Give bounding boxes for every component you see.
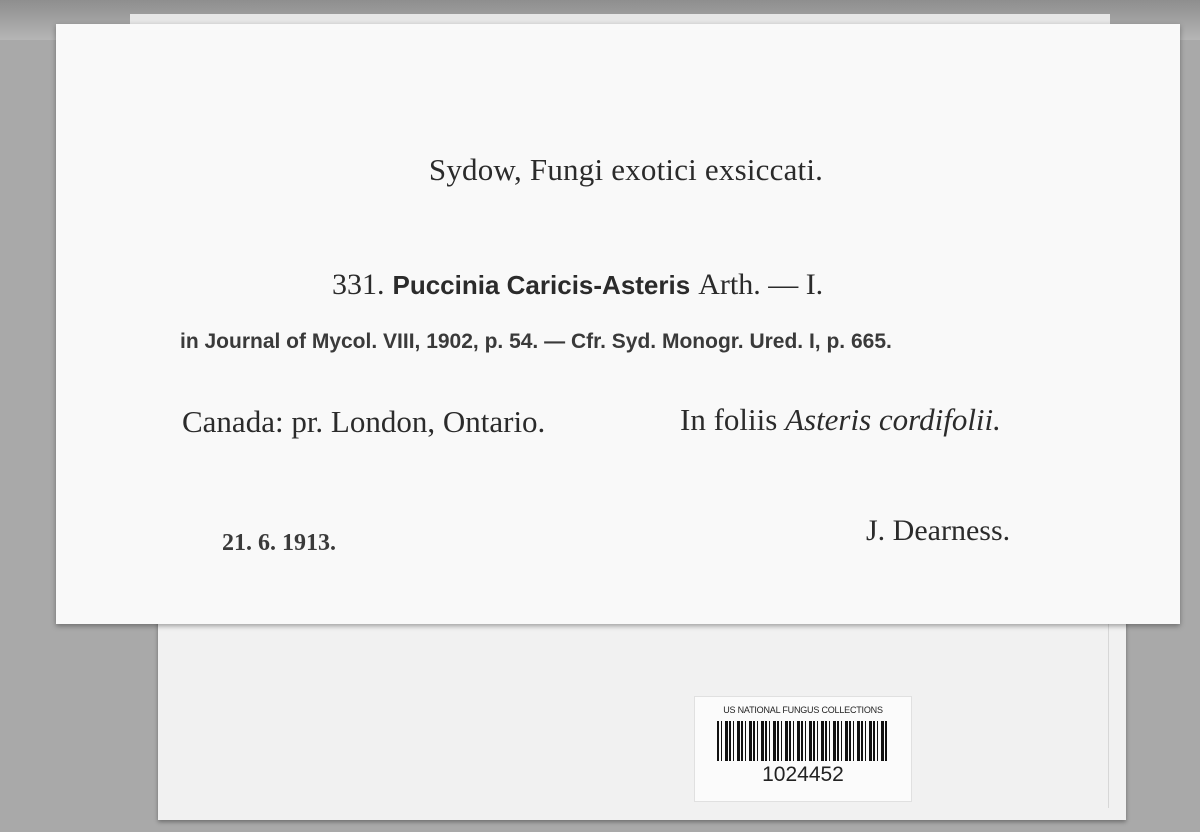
barcode-number: 1024452 — [762, 763, 844, 786]
barcode-bars — [717, 721, 889, 761]
collection-date: 21. 6. 1913. — [222, 530, 336, 556]
taxon-author: Arth. — I. — [698, 268, 824, 301]
barcode-title: US NATIONAL FUNGUS COLLECTIONS — [723, 705, 883, 715]
host-species: Asteris cordifolii. — [785, 402, 1001, 437]
collector: J. Dearness. — [866, 514, 1011, 547]
host-line — [680, 402, 1001, 438]
envelope-flap — [1108, 608, 1200, 808]
exsiccata-number: 331. — [332, 268, 385, 301]
specimen-envelope — [158, 598, 1126, 820]
literature-reference: in Journal of Mycol. VIII, 1902, p. 54. — Cfr. Syd. Monogr. Ured. I, p. 665. — [180, 330, 892, 353]
taxon-name: Puccinia Caricis-Asteris — [392, 270, 691, 300]
label-header: Sydow, Fungi exotici exsiccati. — [428, 152, 824, 187]
host-prefix: In foliis — [680, 402, 778, 437]
barcode-label — [694, 696, 912, 802]
taxon-title-line — [332, 268, 823, 302]
locality: Canada: pr. London, Ontario. — [182, 404, 546, 439]
specimen-label — [56, 24, 1180, 624]
